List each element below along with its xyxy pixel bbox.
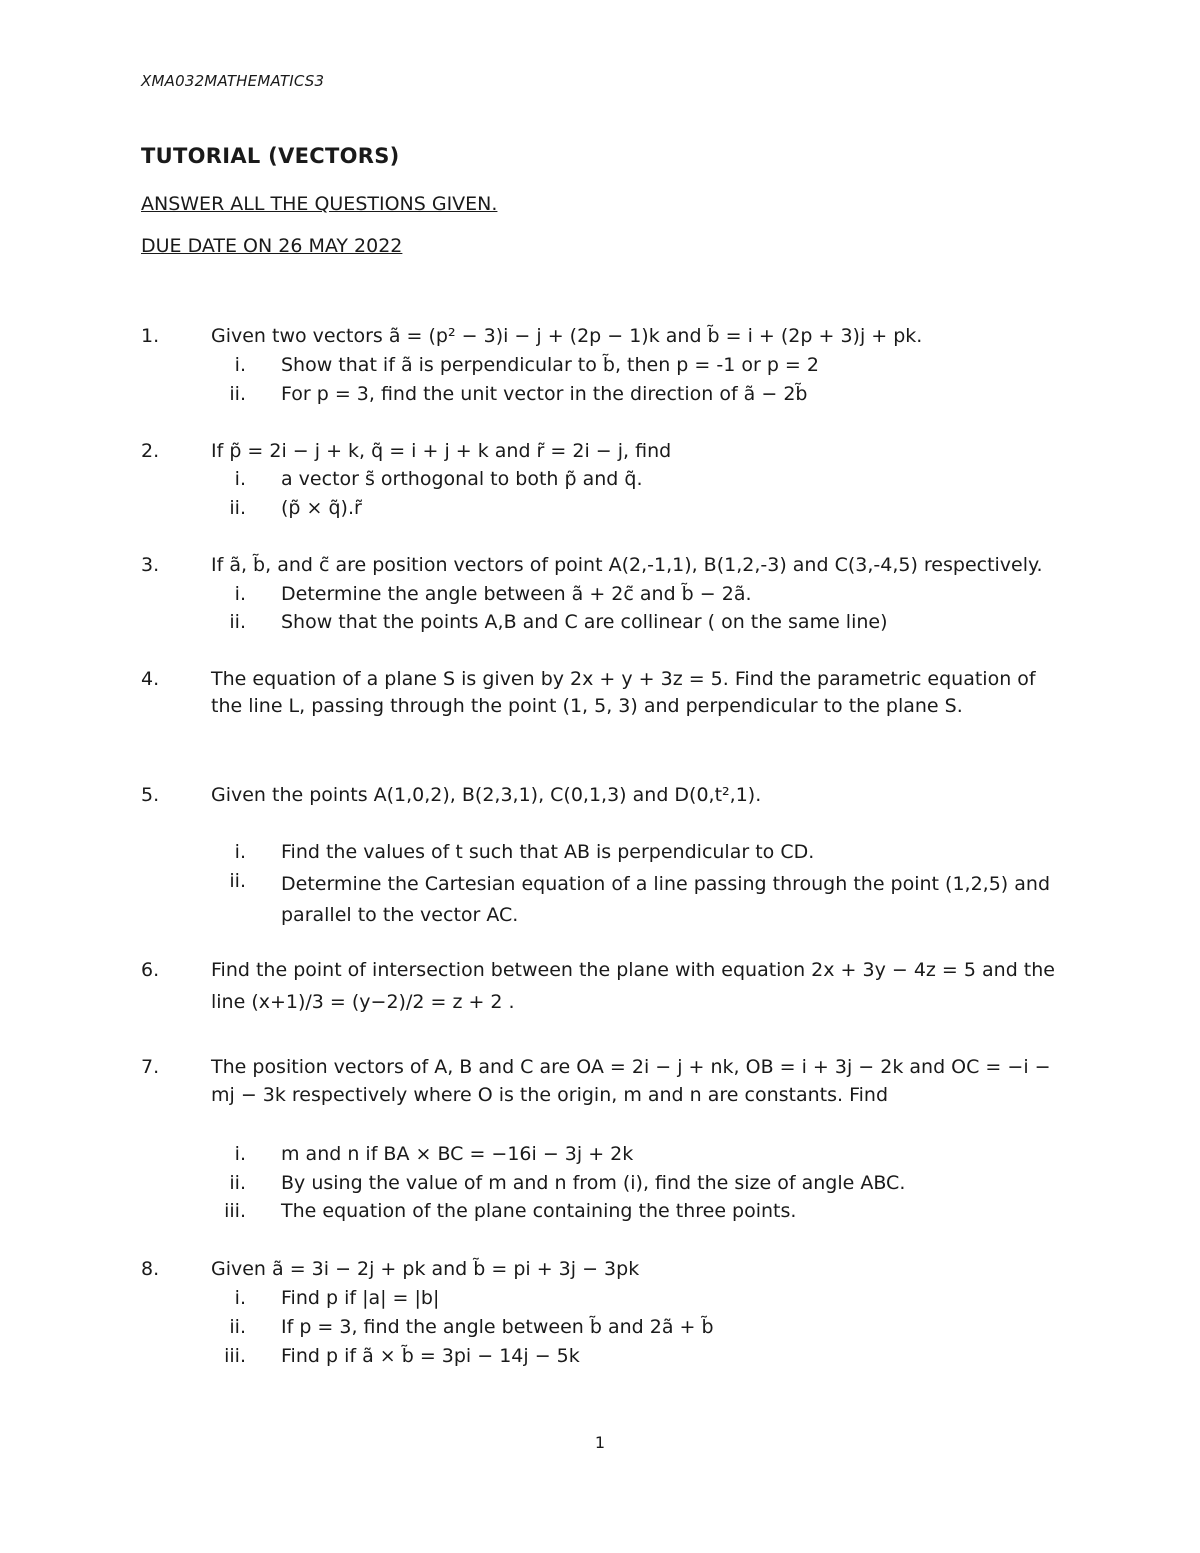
question-number: 6. (141, 959, 160, 981)
question-text: Given the points A(1,0,2), B(2,3,1), C(0,1,3) and D(0,t²,1). (211, 784, 762, 806)
part-text: Determine the Cartesian equation of a line passing through the point (1,2,5) and parallel to the vector AC. (281, 873, 1050, 926)
question-number: 5. (141, 784, 160, 806)
part-label: ii. (229, 611, 246, 633)
part-label: i. (234, 354, 246, 376)
part-label: iii. (224, 1200, 246, 1222)
part-text: m and n if BA × BC = −16i − 3j + 2k (281, 1143, 634, 1165)
part-label: ii. (229, 1172, 246, 1194)
part-text: (p̃ × q̃).r̃ (281, 497, 362, 519)
question-number: 1. (141, 325, 160, 347)
part-label: i. (234, 583, 246, 605)
question-number: 7. (141, 1056, 160, 1078)
question-number: 2. (141, 440, 160, 462)
question-number: 3. (141, 554, 160, 576)
part-text: The equation of the plane containing the three points. (281, 1200, 797, 1222)
question-text: Given ã = 3i − 2j + pk and b̃ = pi + 3j − 3pk (211, 1258, 640, 1280)
question-text: the line L, passing through the point (1, 5, 3) and perpendicular to the plane S. (211, 695, 963, 717)
part-text: For p = 3, find the unit vector in the direction of ã − 2b̃ (281, 383, 808, 405)
part-text: Find p if |a| = |b| (281, 1287, 440, 1309)
question-text: mj − 3k respectively where O is the origin, m and n are constants. Find (211, 1084, 889, 1106)
question-text: line (x+1)/3 = (y−2)/2 = z + 2 . (211, 991, 515, 1013)
part-label: i. (234, 1143, 246, 1165)
part-text: By using the value of m and n from (i), find the size of angle ABC. (281, 1172, 906, 1194)
question-text: The position vectors of A, B and C are OA = 2i − j + nk, OB = i + 3j − 2k and OC = −i − (211, 1056, 1051, 1078)
part-text: Find the values of t such that AB is perpendicular to CD. (281, 841, 815, 863)
question-text: Find the point of intersection between the plane with equation 2x + 3y − 4z = 5 and the (211, 959, 1055, 981)
part-label: ii. (229, 383, 246, 405)
question-text: If p̃ = 2i − j + k, q̃ = i + j + k and r̃ = 2i − j, find (211, 440, 672, 462)
part-label: ii. (229, 1316, 246, 1338)
part-label: i. (234, 468, 246, 490)
question-text: The equation of a plane S is given by 2x + y + 3z = 5. Find the parametric equation of (211, 668, 1036, 690)
part-text: Determine the angle between ã + 2c̃ and b̃ − 2ã. (281, 583, 752, 605)
part-label: ii. (229, 870, 246, 892)
question-number: 8. (141, 1258, 160, 1280)
part-label: iii. (224, 1345, 246, 1367)
part-text: Show that if ã is perpendicular to b̃, then p = -1 or p = 2 (281, 354, 819, 376)
page-number: 1 (594, 1433, 606, 1452)
question-text: If ã, b̃, and c̃ are position vectors of point A(2,-1,1), B(1,2,-3) and C(3,-4,5) respectively. (211, 554, 1043, 576)
instruction-answer-all: ANSWER ALL THE QUESTIONS GIVEN. (141, 193, 498, 215)
instruction-due-date: DUE DATE ON 26 MAY 2022 (141, 235, 403, 257)
part-text: If p = 3, find the angle between b̃ and 2ã + b̃ (281, 1316, 714, 1338)
question-number: 4. (141, 668, 160, 690)
part-label: i. (234, 1287, 246, 1309)
page-title: TUTORIAL (VECTORS) (141, 144, 400, 168)
part-label: ii. (229, 497, 246, 519)
part-label: i. (234, 841, 246, 863)
part-text: a vector s̃ orthogonal to both p̃ and q̃. (281, 468, 643, 490)
document-header: XMA032MATHEMATICS3 (141, 72, 325, 90)
part-text: Find p if ã × b̃ = 3pi − 14j − 5k (281, 1345, 580, 1367)
question-text: Given two vectors ã = (p² − 3)i − j + (2p − 1)k and b̃ = i + (2p + 3)j + pk. (211, 325, 923, 347)
part-text: Show that the points A,B and C are collinear ( on the same line) (281, 611, 888, 633)
